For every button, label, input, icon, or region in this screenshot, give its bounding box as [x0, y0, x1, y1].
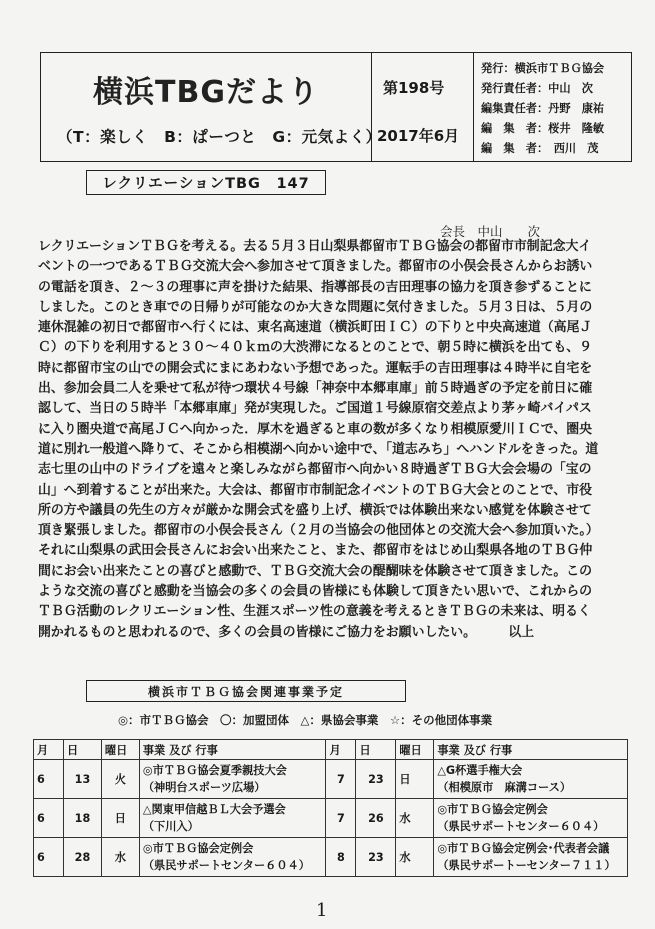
column-line: Ｃ）の下りを利用すると３０～４０ｋｍの大渋滞になるとのことで、朝５時に横浜を出ても、９ [38, 340, 593, 356]
cell-event [434, 760, 628, 799]
column-heading: レクリエーションTBG 147 [86, 170, 326, 195]
cell-event [434, 838, 628, 877]
column-line: ＴＢＧ活動のレクリエーション性、生涯スポーツ性の意義を考えるときＴＢＧの未来は、明るく [38, 604, 591, 620]
event-title: △関東甲信越ＢＬ大会予選会 [142, 803, 286, 816]
column-line: 頂き緊張しました。都留市の小俣会長さん（２月の当協会の他団体との交流大会へ参加頂いた。） [38, 523, 599, 539]
column-line: レクリエーションＴＢＧを考える。去る５月３日山梨県都留市ＴＢＧ協会の都留市市制記念大イ [38, 239, 592, 254]
column-line: 連休混雑の初日で都留市へ行くには、東名高速道（横浜町田ＩＣ）の下りと中央高速道（高尾Ｊ [38, 320, 593, 336]
cell-event [139, 799, 326, 838]
cell-weekday: 日 [101, 799, 139, 838]
staff-line: 編集責任者：丹野 康祐 [481, 102, 605, 115]
column-line: 時に都留市宝の山での開会式にまにあわない予想であった。運転手の吉田理事は４時半に自宅を [38, 360, 593, 376]
cell-weekday: 日 [396, 760, 434, 799]
event-venue: （県民サポートセンター６０４） [437, 820, 605, 833]
cell-day: 28 [63, 838, 101, 877]
column-line: それに山梨県の武田会長さんにお会い出来たこと、また、都留市をはじめ山梨県各地のＴＢＧ仲 [38, 543, 593, 559]
cell-day: 18 [63, 799, 101, 838]
events-table [33, 739, 628, 877]
event-title: ◎市ＴＢＧ協会定例会 [142, 842, 254, 855]
column-line: 山」へ到着することが出来た。大会は、都留市市制記念イベントのＴＢＧ大会とのことで、市役 [38, 482, 593, 498]
event-venue: （神明台スポーツ広場） [142, 781, 266, 794]
cell-month: 7 [326, 799, 356, 838]
column-line: 認して、当日の５時半「本郷車庫」発が実現した。ご国道１号線原宿交差点より茅ヶ崎バイパス [38, 401, 592, 417]
header-day: 日 [356, 740, 396, 760]
cell-day: 23 [356, 760, 396, 799]
issue-date: 2017年6月 [377, 127, 460, 145]
table-header-row [34, 740, 628, 760]
cell-event [434, 799, 628, 838]
cell-event [139, 838, 326, 877]
cell-day: 23 [356, 838, 396, 877]
cell-weekday: 水 [101, 838, 139, 877]
column-line: 道に別れ一般道へ降りて、そこから相模湖へ向かい途中で、「道志みち」へハンドルをきった。道 [38, 441, 599, 457]
header-month: 月 [326, 740, 356, 760]
event-venue: （県民サポートーセンター７１１） [437, 859, 616, 872]
column-line: 開かれるものと思われるので、多くの会員の皆様にご協力をお願いしたい。 以上 [38, 624, 535, 640]
cell-weekday: 水 [396, 838, 434, 877]
cell-event [139, 760, 326, 799]
header-month: 月 [34, 740, 64, 760]
cell-weekday: 水 [396, 799, 434, 838]
cell-month: 6 [34, 760, 64, 799]
events-legend: ◎：市ＴＢＧ協会 〇：加盟団体 △：県協会事業 ☆：その他団体事業 [118, 713, 493, 727]
header-weekday: 曜日 [101, 740, 139, 760]
column-line: 志七里の山中のドライブを遠々と楽しみながら都留市へ向かい８時過ぎＴＢＧ大会会場の「宝の [38, 462, 592, 478]
event-venue: （県民サポートセンター６０４） [142, 859, 310, 872]
issue-number: 第198号 [383, 79, 445, 97]
event-title: ◎市ＴＢＧ協会定例会･代表者会議 [437, 842, 610, 855]
column-author: 会長 中山 次 [440, 224, 541, 239]
newsletter-title: 横浜TBGだより [93, 75, 319, 110]
column-line: ような交流の喜びと感動を当協会の多くの会員の皆様にも体験して頂きたい思いで、これからの [38, 584, 593, 600]
column-line: の電話を頂き、２～３の理事に声を掛けた結果、指導部長の吉田理事の協力を頂き参ずることに [38, 279, 592, 295]
header-event: 事業 及び 行事 [139, 740, 326, 760]
column-line: 間にお会い出来たことの喜びと感動で、ＴＢＧ交流大会の醍醐味を体験させて頂きました。この [38, 563, 593, 579]
column-line: しました。このとき車での日帰りが可能なのか大きな問題に気付きました。５月３日は、５月の [38, 299, 593, 315]
event-title: ◎市ＴＢＧ協会夏季親技大会 [142, 764, 287, 777]
event-title: ◎市ＴＢＧ協会定例会 [437, 803, 548, 816]
staff-line: 編 集 者： 西川 茂 [481, 142, 599, 155]
column-line: 出、参加会員二人を乗せて私が待つ環状４号線「神奈中本郷車庫」前５時過ぎの予定を前日に確 [38, 381, 593, 397]
column-line: ベントの一つであるＴＢＧ交流大会へ参加させて頂きました。都留市の小俣会長さんからお誘い [38, 259, 593, 275]
staff-credits [481, 59, 604, 159]
cell-month: 8 [326, 838, 356, 877]
cell-weekday: 火 [101, 760, 139, 799]
staff-line: 編 集 者：桜井 隆敏 [481, 122, 605, 135]
header-weekday: 曜日 [396, 740, 434, 760]
column-line: に入り圏央道で高尾ＪＣへ向かった．厚木を過ぎると車の数が多くなり相模原愛川ＩＣで、圏央 [38, 421, 593, 437]
table-row [34, 838, 628, 877]
event-venue: （下川入） [142, 820, 199, 833]
page-number: 1 [316, 900, 328, 921]
table-row [34, 799, 628, 838]
event-venue: （相模原市 麻溝コース） [437, 781, 572, 794]
staff-line: 発行責任者：中山 次 [481, 82, 593, 95]
header-day: 日 [63, 740, 101, 760]
newsletter-motto: （T：楽しく B：ぱーつと G：元気よく） [57, 128, 382, 146]
column-line: 所の方や議員の先生の方々が厳かな開会式を盛り上げ、横浜では体験出来ない感覚を体験させて [38, 502, 592, 518]
events-heading: 横浜市ＴＢＧ協会関連事業予定 [86, 680, 406, 702]
cell-day: 26 [356, 799, 396, 838]
staff-line: 発行：横浜市ＴＢＧ協会 [481, 62, 605, 75]
cell-month: 6 [34, 799, 64, 838]
event-title: △G杯選手権大会 [437, 764, 523, 777]
header-event: 事業 及び 行事 [434, 740, 628, 760]
masthead-divider [473, 53, 474, 161]
cell-month: 6 [34, 838, 64, 877]
cell-day: 13 [63, 760, 101, 799]
masthead [40, 52, 632, 162]
cell-month: 7 [326, 760, 356, 799]
column-body [38, 237, 620, 643]
masthead-divider [371, 53, 372, 161]
table-row [34, 760, 628, 799]
